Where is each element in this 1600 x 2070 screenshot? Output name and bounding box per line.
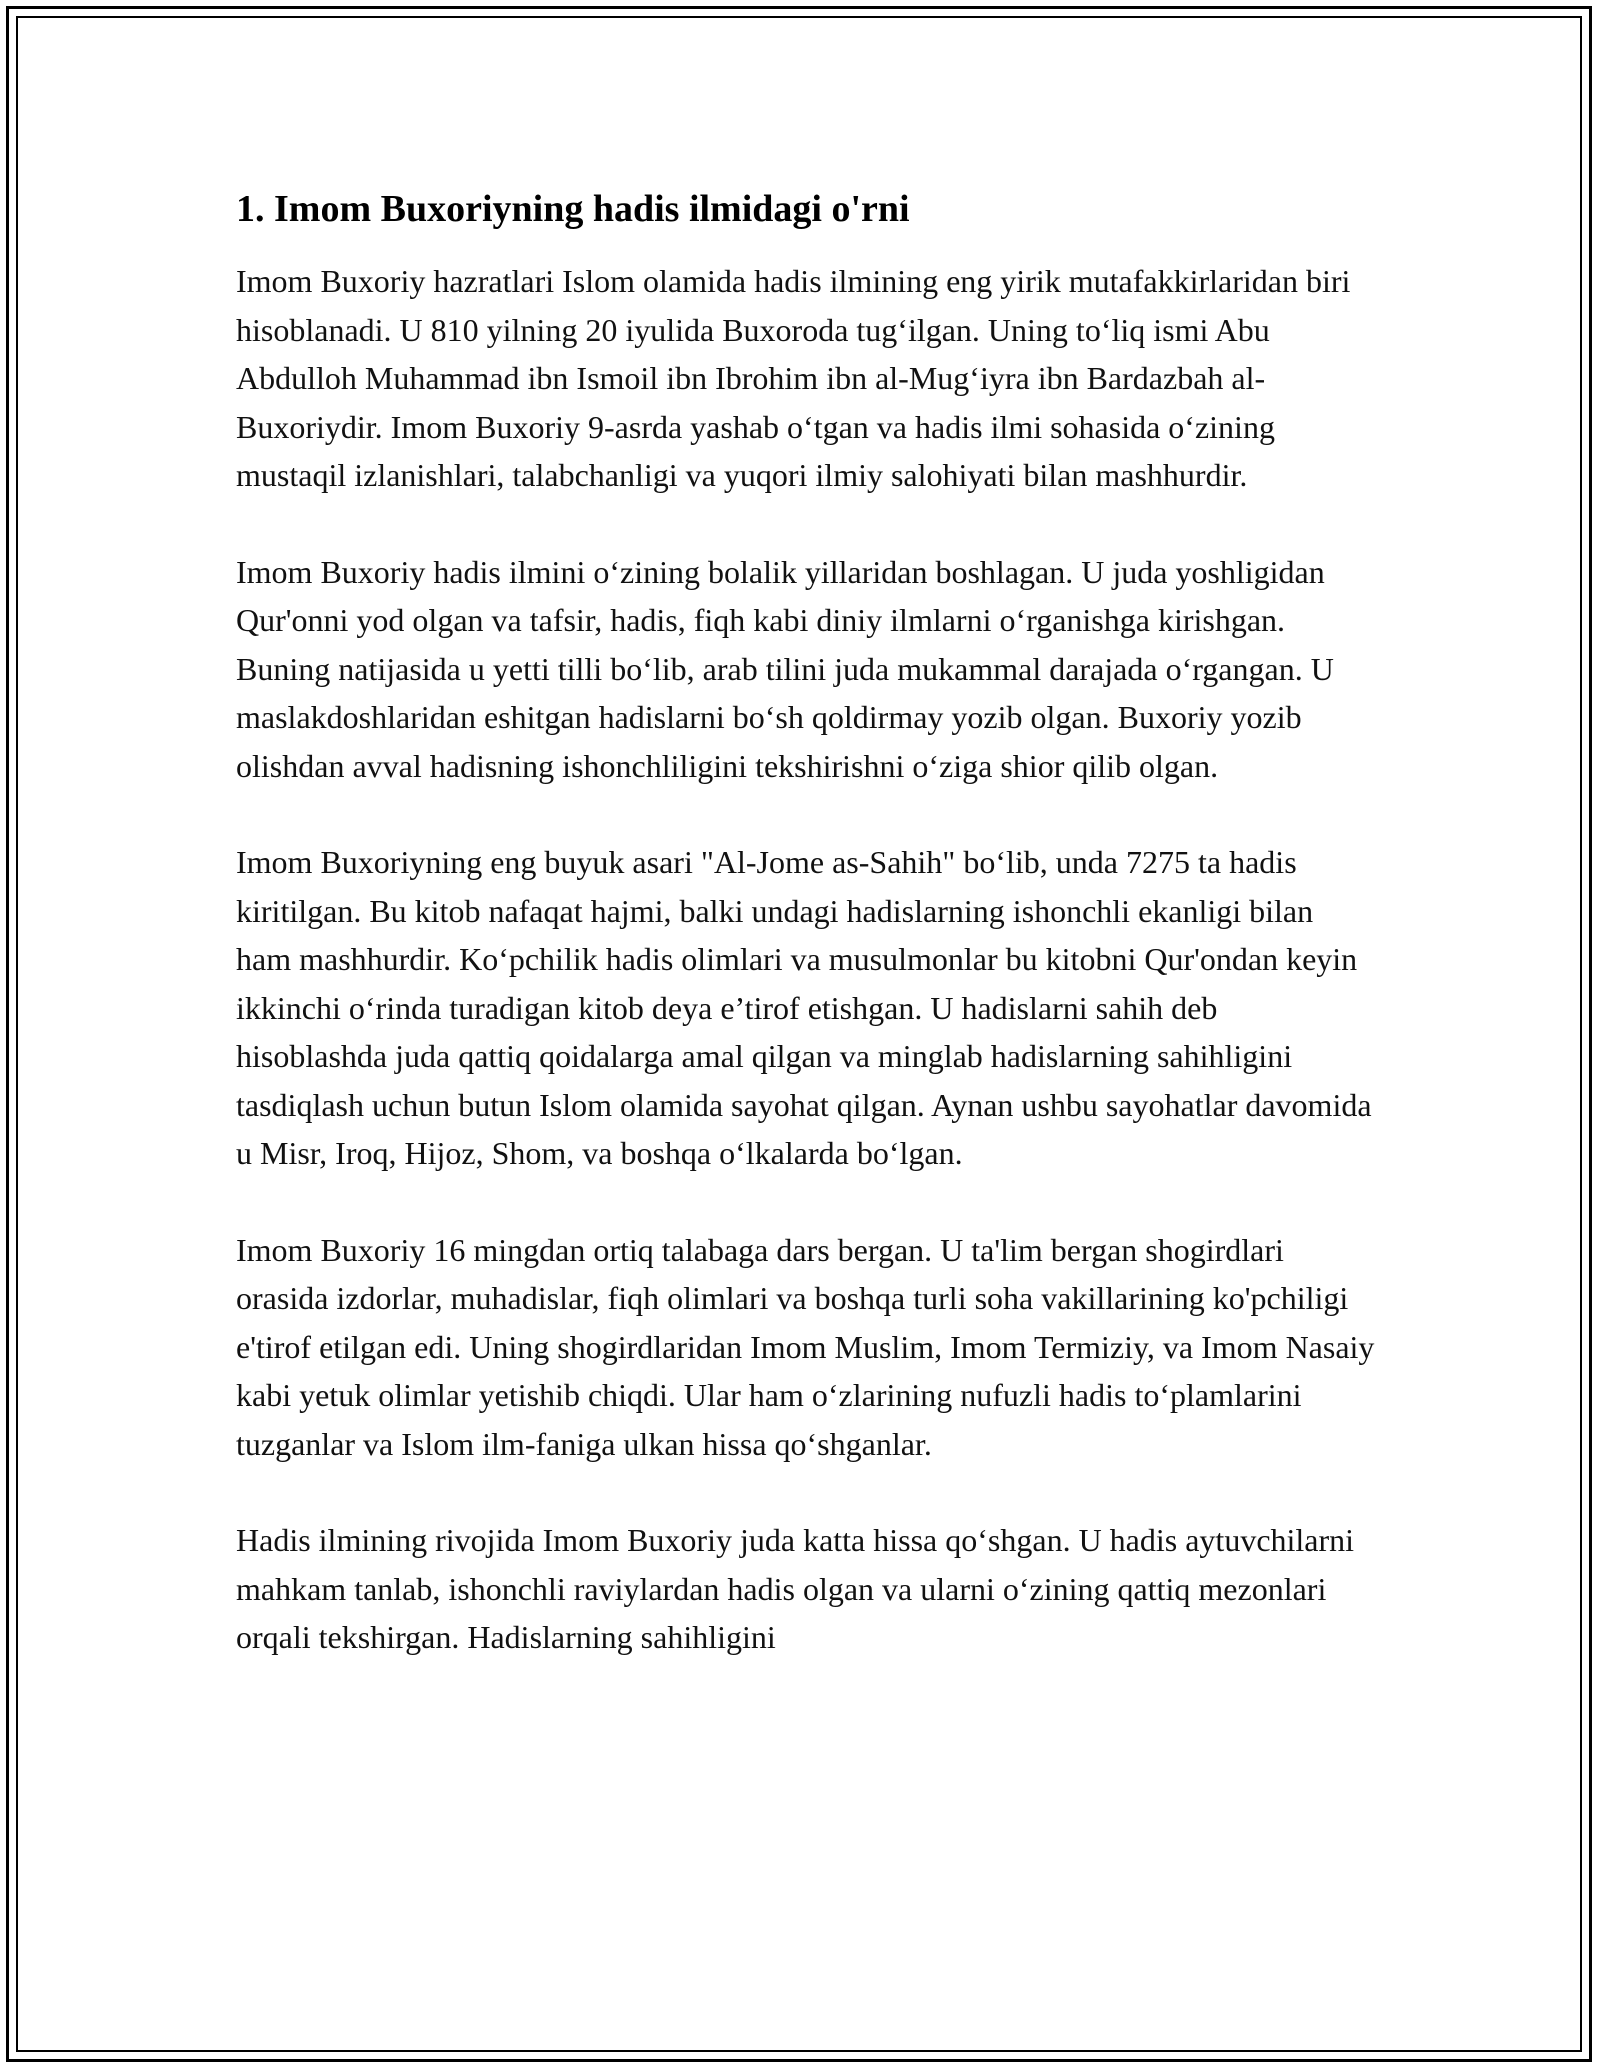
paragraph-5: Hadis ilmining rivojida Imom Buxoriy juda katta hissa qo‘shgan. U hadis aytuvchilarni mahkam tanlab, ishonchli raviylardan hadis olgan va ularni o‘zining qattiq mezonlari orqali tekshirgan. Hadislarning sahihligini (236, 1522, 1355, 1655)
paragraph-3: Imom Buxoriyning eng buyuk asari "Al-Jome as-Sahih" bo‘lib, unda 7275 ta hadis kiritilgan. Bu kitob nafaqat hajmi, balki undagi hadislarning ishonchli ekanligi bilan ham mashhurdir. Ko‘pchilik hadis olimlari va musulmonlar bu kitobni Qur'ondan keyin ikkinchi o‘rinda turadigan kitob deya e’tirof etishgan. U hadislarni sahih deb hisoblashda juda qattiq qoidalarga amal qilgan va minglab hadislarning sahihligini tasdiqlash uchun butun Islom olamida sayohat qilgan. Aynan ushbu sayohatlar davomida u Misr, Iroq, Hijoz, Shom, va boshqa o‘lkalarda bo‘lgan. (236, 844, 1372, 1171)
paragraph-2: Imom Buxoriy hadis ilmini o‘zining bolalik yillaridan boshlagan. U juda yoshligidan Qur'onni yod olgan va tafsir, hadis, fiqh kabi diniy ilmlarni o‘rganishga kirishgan. Buning natijasida u yetti tilli bo‘lib, arab tilini juda mukammal darajada o‘rgangan. U maslakdoshlaridan eshitgan hadislarni bo‘sh qoldirmay yozib olgan. Buxoriy yozib olishdan avval hadisning ishonchliligini tekshirishni o‘ziga shior qilib olgan. (236, 553, 1334, 784)
paragraph-4: Imom Buxoriy 16 mingdan ortiq talabaga dars bergan. U ta'lim bergan shogirdlari orasida izdorlar, muhadislar, fiqh olimlari va boshqa turli soha vakillarining ko'pchiligi e'tirof etilgan edi. Uning shogirdlaridan Imom Muslim, Imom Termiziy, va Imom Nasaiy kabi yetuk olimlar yetishib chiqdi. Ular ham o‘zlarining nufuzli hadis to‘plamlarini tuzganlar va Islom ilm-faniga ulkan hissa qo‘shganlar. (236, 1231, 1375, 1462)
paragraph-1: Imom Buxoriy hazratlari Islom olamida hadis ilmining eng yirik mutafakkirlaridan biri hisoblanadi. U 810 yilning 20 iyulida Buxoroda tug‘ilgan. Uning to‘liq ismi Abu Abdulloh Muhammad ibn Ismoil ibn Ibrohim ibn al-Mug‘iyra ibn Bardazbah al-Buxoriydir. Imom Buxoriy 9-asrda yashab o‘tgan va hadis ilmi sohasida o‘zining mustaqil izlanishlari, talabchanligi va yuqori ilmiy salohiyati bilan mashhurdir. (236, 263, 1351, 493)
document-body (236, 185, 1376, 1710)
section-heading: 1. Imom Buxoriyning hadis ilmidagi o'rni (236, 188, 910, 230)
